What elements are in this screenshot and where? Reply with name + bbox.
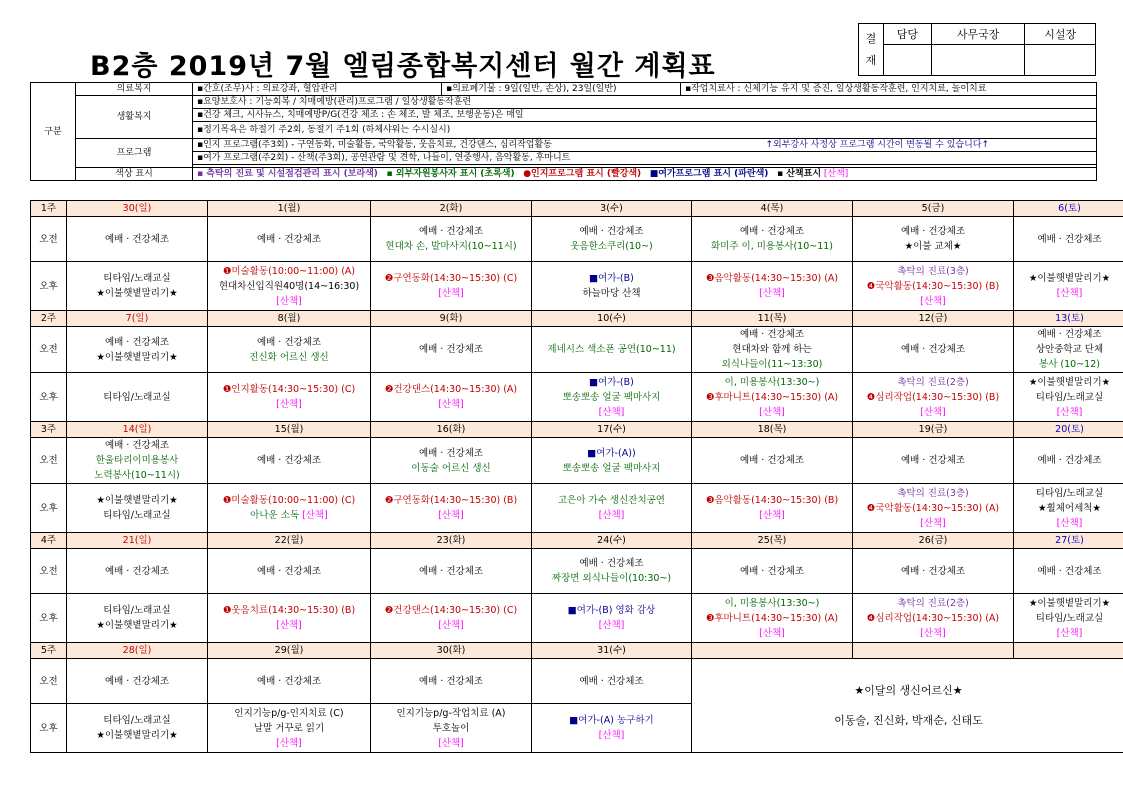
schedule-cell [1014, 484, 1123, 533]
cell-line: 예배 · 건강체조 [104, 336, 170, 348]
cell-line: ❹심리작업(14:30~15:30) (B) [866, 391, 1000, 403]
afternoon-row [31, 594, 1123, 643]
cell-line: ❹심리작업(14:30~15:30) (A) [866, 612, 1000, 624]
cell-line: 예배 · 건강체조 [739, 565, 805, 577]
schedule-cell [67, 549, 208, 594]
week-label: 3주 [31, 422, 67, 438]
legend-walk: [산책] [823, 169, 849, 179]
cell-line: [산책] [276, 620, 302, 631]
cell-line: 티타임/노래교실 [1035, 391, 1104, 403]
cell-line: 예배 · 건강체조 [1037, 565, 1102, 577]
schedule-cell [208, 549, 371, 594]
cell-line: [산책] [1056, 288, 1083, 299]
day-header: 15(월) [208, 422, 371, 438]
cell-line: [산책] [1056, 517, 1083, 529]
schedule-cell [208, 659, 371, 704]
cell-line: 예배 · 건강체조 [104, 233, 170, 245]
day-header: 23(화) [371, 533, 532, 549]
day-header: 31(수) [532, 643, 692, 659]
cell-line: [산책] [920, 517, 946, 529]
schedule-cell [532, 262, 692, 311]
schedule-cell [1014, 594, 1123, 643]
afternoon-row [31, 262, 1123, 311]
cell-line: 촉탁의 진료(2층) [897, 376, 969, 388]
cell-line: [산책] [276, 295, 302, 307]
info-text: ▪작업치료사 : 신체기능 유지 및 증진, 일상생활동작훈련, 인지치료, 놀이치료 [681, 83, 1097, 96]
cell-line: 날말 거꾸로 읽기 [253, 722, 325, 734]
cell-line: 제네시스 색소폰 공연(10~11) [547, 344, 676, 355]
cell-line: ❸후마니트(14:30~15:30) (A) [705, 612, 839, 624]
color-legend [193, 168, 1097, 181]
cell-line: [산책] [920, 627, 946, 639]
approval-col: 시설장 [1025, 24, 1096, 45]
cell-line: 현대차와 함께 하는 [732, 344, 812, 355]
walk-tag: [산책] [302, 510, 328, 521]
cell-line: ■여가-(B) [589, 376, 634, 388]
day-header: 6(토) [1014, 201, 1123, 217]
info-label: 의료복지 [76, 83, 193, 96]
cell-line: 화미주 이, 미용봉사(10~11) [710, 241, 834, 252]
day-header: 25(목) [692, 533, 853, 549]
cell-line: ■여가-(A) 농구하기 [569, 715, 654, 726]
day-header: 28(일) [67, 643, 208, 659]
schedule-cell [208, 594, 371, 643]
schedule-cell [371, 549, 532, 594]
schedule-cell [692, 438, 853, 484]
info-text: ▪건강 체크, 시사뉴스, 치매예방P/G(건강 체조 : 손 체조, 발 체조, 보행운동)은 매일 [193, 109, 1097, 122]
schedule-cell [853, 327, 1014, 373]
cell-line: ■여가-(B) 영화 감상 [567, 605, 656, 616]
cell-line: ★이불햇볕말리기★ [1028, 376, 1111, 388]
cell-line: 예배 · 건강체조 [579, 558, 644, 569]
cell-line: 아나운 소독 [산책] [250, 510, 328, 521]
cell-line: ❷건강댄스(14:30~15:30) (A) [384, 384, 518, 395]
afternoon-label: 오후 [31, 594, 67, 643]
cell-line: 예배 · 건강체조 [256, 233, 322, 245]
info-label: 프로그램 [76, 139, 193, 168]
schedule-cell [67, 327, 208, 373]
info-label: 색상 표시 [76, 168, 193, 181]
schedule-cell [692, 262, 853, 311]
cell-line: [산책] [920, 406, 946, 418]
schedule-cell [532, 659, 692, 704]
morning-label: 오전 [31, 438, 67, 484]
schedule-cell [371, 659, 532, 704]
schedule-cell [532, 373, 692, 422]
notice-text: ↑외부강사 사정상 프로그램 시간이 변동될 수 있습니다↑ [765, 140, 990, 150]
cell-line: ❶미술활동(10:00~11:00) (C) [222, 495, 356, 506]
legend-blue: ■여가프로그램 표시 (파란색) [649, 169, 769, 179]
day-header: 16(화) [371, 422, 532, 438]
schedule-cell [692, 373, 853, 422]
afternoon-label: 오후 [31, 262, 67, 311]
cell-line: 하늘마당 산책 [582, 288, 641, 299]
schedule-cell [532, 327, 692, 373]
cell-line: 티타임/노래교실 [1035, 612, 1104, 624]
day-header: 5(금) [853, 201, 1014, 217]
cell-line: 봉사 (10~12) [1039, 359, 1100, 370]
cell-line: 이, 미용봉사(13:30~) [724, 597, 820, 609]
bath-text: ▪정기목욕은 하절기 주2회, 동절기 주1회 (하체샤워는 수시실시) [197, 125, 451, 135]
cell-line: 현대차신입직원40명(14~16:30) [218, 280, 360, 292]
schedule-cell [208, 327, 371, 373]
schedule-cell [67, 373, 208, 422]
schedule-cell [208, 373, 371, 422]
birthday-names: 이동술, 진신화, 박재순, 신태도 [834, 714, 983, 727]
schedule-cell [208, 262, 371, 311]
cell-line: ❷건강댄스(14:30~15:30) (C) [384, 605, 518, 616]
day-header: 9(화) [371, 311, 532, 327]
schedule-cell [532, 438, 692, 484]
cell-line: 예배 · 건강체조 [104, 440, 170, 451]
afternoon-label: 오후 [31, 484, 67, 533]
empty-day-header [853, 643, 1014, 659]
info-text: ▪요양보호사 : 기능회복 / 치매예방(관리)프로그램 / 일상생활동작훈련 [193, 96, 1097, 109]
day-header: 30(화) [371, 643, 532, 659]
day-header: 11(목) [692, 311, 853, 327]
day-header: 13(토) [1014, 311, 1123, 327]
calendar-table [30, 200, 1123, 753]
cell-line: 예배 · 건강체조 [1037, 233, 1102, 245]
schedule-cell [1014, 217, 1123, 262]
day-header: 20(토) [1014, 422, 1123, 438]
cell-line: 진신화 어르신 생신 [249, 351, 329, 363]
cell-line: 예배 · 건강체조 [418, 344, 484, 355]
schedule-cell [532, 594, 692, 643]
cell-line: 예배 · 건강체조 [256, 336, 322, 348]
schedule-cell [208, 438, 371, 484]
day-header: 10(수) [532, 311, 692, 327]
cell-line: 예배 · 건강체조 [104, 565, 170, 577]
cell-line: ★이불햇볕말리기★ [96, 351, 178, 363]
birthday-box [692, 659, 1123, 753]
cell-line: 한울타리이미용봉사 [95, 455, 179, 466]
cell-line: ❶웃음치료(14:30~15:30) (B) [222, 605, 356, 616]
cell-line: [산책] [1056, 406, 1083, 418]
cell-line: 인지기능p/g-인지치료 (C) [234, 707, 344, 719]
program-line: ▪인지 프로그램(주3회) - 구연동화, 미술활동, 국악활동, 웃음치료, 건강댄스, 심리작업활동 [197, 140, 552, 150]
schedule-cell [371, 262, 532, 311]
cell-line: 투호놀이 [432, 722, 470, 734]
schedule-cell [1014, 262, 1123, 311]
schedule-cell [208, 217, 371, 262]
morning-row [31, 438, 1123, 484]
cell-line: ❸음악활동(14:30~15:30) (A) [705, 273, 839, 284]
cell-line: 티타임/노래교실 [1035, 487, 1104, 499]
cell-line: 예배 · 건강체조 [418, 447, 484, 459]
week-header-row [31, 201, 1123, 217]
cell-line: 외식나들이(11~13:30) [721, 359, 823, 370]
cell-line: [산책] [1056, 627, 1083, 639]
week-label: 1주 [31, 201, 67, 217]
cell-line: 티타임/노래교실 [103, 715, 171, 726]
cell-line: 예배 · 건강체조 [579, 226, 644, 237]
schedule-cell [67, 594, 208, 643]
schedule-cell [67, 262, 208, 311]
morning-row [31, 549, 1123, 594]
cell-line: ★이불 교체★ [904, 241, 962, 252]
schedule-cell [1014, 438, 1123, 484]
info-label: 생활복지 [76, 96, 193, 139]
cell-line: 상안중학교 단체 [1035, 344, 1104, 355]
cell-line: ★휠체어세척★ [1038, 502, 1101, 514]
day-header: 30(일) [67, 201, 208, 217]
morning-row [31, 659, 1123, 704]
cell-line: ❶인지활동(14:30~15:30) (C) [222, 384, 356, 395]
afternoon-label: 오후 [31, 704, 67, 753]
schedule-cell [853, 217, 1014, 262]
cell-line: [산책] [598, 730, 625, 741]
schedule-cell [371, 484, 532, 533]
day-header: 18(목) [692, 422, 853, 438]
morning-label: 오전 [31, 659, 67, 704]
schedule-cell [371, 217, 532, 262]
info-text: ▪간호(조무)사 : 의료강좌, 혈압관리 [193, 83, 442, 96]
schedule-cell [532, 217, 692, 262]
cell-line: 예배 · 건강체조 [900, 226, 966, 237]
cell-line: [산책] [438, 510, 464, 521]
schedule-cell [371, 704, 532, 753]
schedule-cell [67, 484, 208, 533]
section-label: 구분 [31, 83, 76, 181]
approval-col: 사무국장 [931, 24, 1024, 45]
cell-line: [산책] [598, 620, 625, 631]
schedule-cell [692, 484, 853, 533]
legend-red: ●인지프로그램 표시 (빨강색) [523, 169, 642, 179]
cell-line: [산책] [276, 737, 302, 749]
day-header: 1(월) [208, 201, 371, 217]
cell-line: [산책] [438, 620, 464, 631]
cell-line: 예배 · 건강체조 [418, 675, 484, 687]
schedule-cell [371, 373, 532, 422]
schedule-cell [1014, 373, 1123, 422]
schedule-cell [692, 217, 853, 262]
schedule-cell [67, 704, 208, 753]
day-header: 17(수) [532, 422, 692, 438]
cell-line: 예배 · 건강체조 [256, 565, 322, 577]
cell-line: 이동술 어르신 생신 [411, 462, 491, 474]
schedule-cell [67, 438, 208, 484]
afternoon-row [31, 373, 1123, 422]
cell-line: 티타임/노래교실 [103, 605, 171, 616]
day-header: 4(목) [692, 201, 853, 217]
schedule-cell [67, 217, 208, 262]
cell-line: 예배 · 건강체조 [418, 565, 484, 577]
day-header: 29(월) [208, 643, 371, 659]
info-table [30, 82, 1097, 181]
cell-line: 예배 · 건강체조 [739, 226, 805, 237]
cell-line: ❶미술활동(10:00~11:00) (A) [222, 265, 356, 277]
cell-line: 예배 · 건강체조 [900, 455, 966, 466]
approval-sign [884, 45, 932, 76]
day-header: 12(금) [853, 311, 1014, 327]
page-title: B2층 2019년 7월 엘림종합복지센터 월간 계획표 [90, 51, 716, 82]
approval-box [858, 23, 1096, 76]
day-header: 3(수) [532, 201, 692, 217]
schedule-cell [532, 704, 692, 753]
cell-line: ★이불햇볕말리기★ [96, 620, 178, 631]
day-header: 14(일) [67, 422, 208, 438]
cell-line: 예배 · 건강체조 [256, 675, 322, 687]
spacer [694, 698, 1123, 713]
schedule-cell [853, 262, 1014, 311]
cell-line: ❹국악활동(14:30~15:30) (B) [866, 280, 1000, 292]
schedule-cell [692, 327, 853, 373]
day-header: 8(월) [208, 311, 371, 327]
schedule-cell [67, 659, 208, 704]
empty-day-header [692, 643, 853, 659]
week-header-row [31, 422, 1123, 438]
cell-line: 짜장면 외식나들이(10:30~) [551, 573, 672, 584]
approval-label: 결 재 [859, 24, 884, 76]
morning-label: 오전 [31, 217, 67, 262]
cell-line: ❸후마니트(14:30~15:30) (A) [705, 391, 839, 403]
cell-line: ★이불햇볕말리기★ [96, 495, 178, 506]
cell-line: 티타임/노래교실 [103, 391, 171, 403]
cell-line: [산책] [759, 288, 785, 299]
cell-line: ★이불햇볕말리기★ [1028, 597, 1111, 609]
schedule-cell [853, 594, 1014, 643]
cell-line: 노력봉사(10~11시) [94, 470, 180, 481]
cell-line: 예배 · 건강체조 [579, 675, 644, 687]
approval-sign [1025, 45, 1096, 76]
schedule-cell [532, 549, 692, 594]
legend-walk-label: ▪ 산책표시 [777, 169, 822, 179]
cell-line: ■여가-(B) [589, 273, 634, 284]
week-label: 5주 [31, 643, 67, 659]
schedule-cell [371, 327, 532, 373]
cell-line: 인지기능p/g-작업치료 (A) [396, 707, 506, 719]
schedule-cell [692, 549, 853, 594]
day-header: 26(금) [853, 533, 1014, 549]
cell-line: 촉탁의 진료(2층) [897, 597, 969, 609]
schedule-cell [692, 594, 853, 643]
legend-purple: ▪ 측탁의 진료 및 시설점검관리 표시 (보라색) [197, 169, 378, 179]
morning-label: 오전 [31, 327, 67, 373]
cell-line: ❸음악활동(14:30~15:30) (B) [705, 495, 839, 506]
day-header: 27(토) [1014, 533, 1123, 549]
cell-line: [산책] [438, 399, 464, 410]
legend-green: ▪ 외부자원봉사자 표시 (초록색) [386, 169, 515, 179]
schedule-cell [853, 484, 1014, 533]
schedule-cell [853, 549, 1014, 594]
afternoon-row [31, 484, 1123, 533]
cell-line: ■여가-(A)) [587, 447, 636, 459]
schedule-cell [853, 438, 1014, 484]
week-label: 2주 [31, 311, 67, 327]
cell-line: 이, 미용봉사(13:30~) [724, 376, 820, 388]
info-text: ▪의료폐기물 : 9일(일반, 손상), 23일(일반) [442, 83, 681, 96]
approval-col: 담당 [884, 24, 932, 45]
cell-line: 예배 · 건강체조 [256, 455, 322, 466]
cell-line: 고은아 가수 생신잔치공연 [558, 495, 665, 506]
day-header: 24(수) [532, 533, 692, 549]
cell-line: 예배 · 건강체조 [900, 344, 966, 355]
cell-line: 예배 · 건강체조 [1037, 329, 1102, 340]
schedule-cell [208, 484, 371, 533]
cell-line: 뽀송뽀송 얼굴 팩마사지 [562, 391, 661, 403]
cell-line: ❷구연동화(14:30~15:30) (B) [384, 495, 518, 506]
day-header: 2(화) [371, 201, 532, 217]
day-header: 7(일) [67, 311, 208, 327]
day-header: 21(일) [67, 533, 208, 549]
cell-line: [산책] [759, 406, 785, 418]
schedule-cell [1014, 327, 1123, 373]
cell-line: ★이불햇볕말리기★ [96, 288, 178, 299]
info-text: ▪여가 프로그램(주2회) - 산책(주3회), 공연관람 및 견학, 나들이, 연중행사, 음악활동, 후마니트 [193, 152, 1097, 165]
cell-line: 티타임/노래교실 [103, 273, 171, 284]
info-text [193, 139, 1097, 152]
morning-label: 오전 [31, 549, 67, 594]
cell-line: 촉탁의 진료(3층) [897, 265, 969, 277]
week-header-row [31, 643, 1123, 659]
cell-line: 예배 · 건강체조 [104, 675, 170, 687]
cell-line: [산책] [598, 406, 625, 418]
morning-row [31, 217, 1123, 262]
cell-line: 예배 · 건강체조 [739, 455, 805, 466]
afternoon-label: 오후 [31, 373, 67, 422]
cell-line: [산책] [438, 288, 464, 299]
schedule-cell [853, 373, 1014, 422]
birthday-title: ★이달의 생신어르신★ [854, 684, 963, 697]
cell-line: [산책] [759, 510, 785, 521]
cell-line: ★이불햇볕말리기★ [1028, 273, 1111, 284]
cell-line: ★이불햇볕말리기★ [96, 730, 178, 741]
cell-line: [산책] [276, 399, 302, 410]
cell-line: ❷구연동화(14:30~15:30) (C) [384, 273, 518, 284]
cell-line: 현대차 손, 발마사지(10~11시) [385, 241, 517, 252]
schedule-cell [1014, 549, 1123, 594]
cell-line: [산책] [598, 510, 625, 521]
schedule-cell [371, 438, 532, 484]
week-header-row [31, 311, 1123, 327]
morning-row [31, 327, 1123, 373]
cell-line: 예배 · 건강체조 [418, 226, 484, 237]
schedule-cell [208, 704, 371, 753]
cell-line: 티타임/노래교실 [103, 510, 171, 521]
approval-sign [931, 45, 1024, 76]
cell-line: [산책] [920, 295, 946, 307]
cell-line: [산책] [438, 737, 464, 749]
cell-line: 촉탁의 진료(3층) [897, 487, 969, 499]
day-header: 22(월) [208, 533, 371, 549]
cell-line: 예배 · 건강체조 [739, 329, 805, 340]
week-header-row [31, 533, 1123, 549]
week-label: 4주 [31, 533, 67, 549]
day-header: 19(금) [853, 422, 1014, 438]
schedule-cell [371, 594, 532, 643]
info-text [193, 122, 1097, 139]
cell-line: 예배 · 건강체조 [1037, 455, 1102, 466]
cell-line: 예배 · 건강체조 [900, 565, 966, 577]
cell-line: 웃음한소쿠리(10~) [570, 241, 653, 252]
cell-line: ❹국악활동(14:30~15:30) (A) [866, 502, 1000, 514]
cell-line: 뽀송뽀송 얼굴 팩마사지 [562, 462, 661, 474]
empty-day-header [1014, 643, 1123, 659]
schedule-cell [532, 484, 692, 533]
cell-line: [산책] [759, 627, 785, 639]
